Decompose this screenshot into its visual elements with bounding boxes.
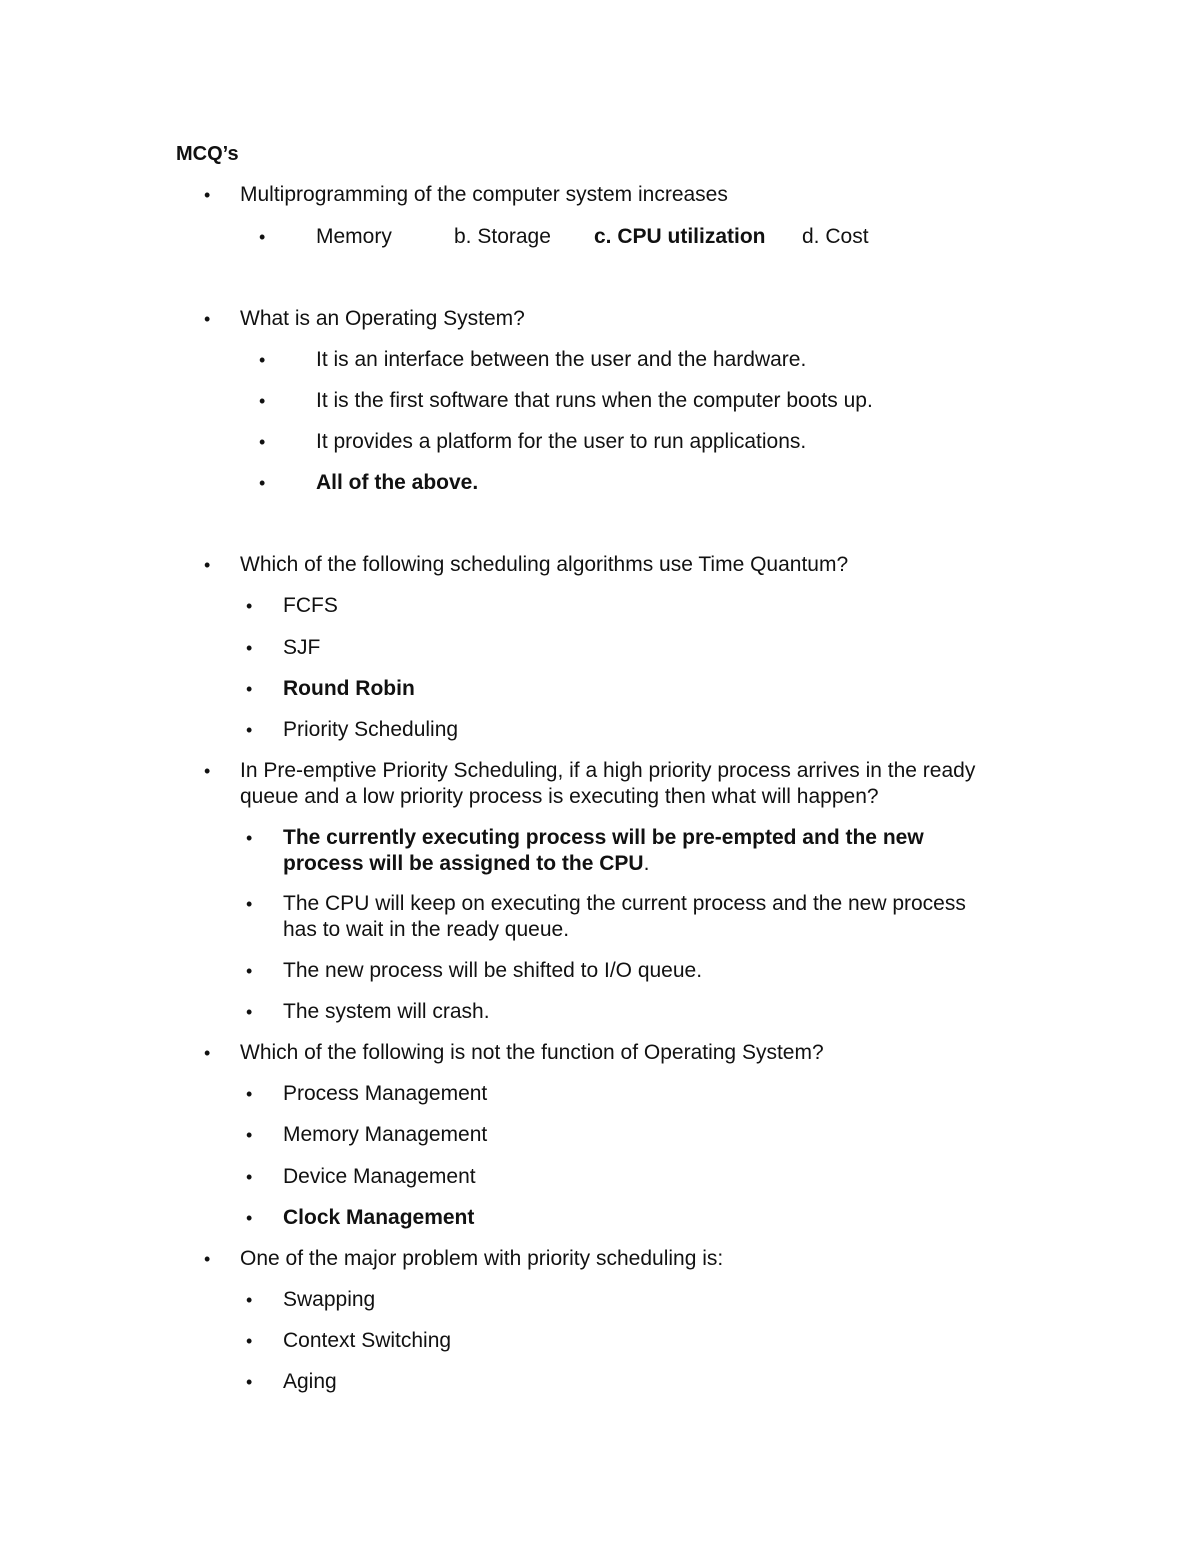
bullet-q6: •	[204, 1249, 211, 1269]
q4-option-3: The new process will be shifted to I/O queue.	[283, 959, 703, 982]
bullet-q3-opt3: •	[246, 679, 253, 699]
q1-option-b: b. Storage	[454, 225, 551, 248]
bullet-q3: •	[204, 555, 211, 575]
bullet-q5-opt4: •	[246, 1208, 253, 1228]
bullet-q2-opt2: •	[259, 391, 266, 411]
question-6: One of the major problem with priority scheduling is:	[240, 1247, 724, 1270]
q2-option-2: It is the first software that runs when the computer boots up.	[316, 389, 873, 412]
q4-option-2-line1: The CPU will keep on executing the current process and the new process	[283, 892, 966, 915]
q5-option-2: Memory Management	[283, 1123, 488, 1146]
q3-option-2: SJF	[283, 636, 321, 659]
bullet-q4-opt2: •	[246, 894, 253, 914]
q1-option-c-answer: c. CPU utilization	[594, 225, 766, 248]
q4-option-1-tail: .	[643, 852, 650, 875]
question-4-line1: In Pre-emptive Priority Scheduling, if a high priority process arrives in the ready	[240, 759, 976, 782]
bullet-q4-opt4: •	[246, 1002, 253, 1022]
q2-option-1: It is an interface between the user and the hardware.	[316, 348, 807, 371]
bullet-q2: •	[204, 309, 211, 329]
q1-option-a: Memory	[316, 225, 392, 248]
q2-option-3: It provides a platform for the user to run applications.	[316, 430, 807, 453]
q6-option-3: Aging	[283, 1370, 337, 1393]
bullet-q2-opt3: •	[259, 432, 266, 452]
question-5: Which of the following is not the function of Operating System?	[240, 1041, 824, 1064]
bullet-q1-options: •	[259, 227, 266, 247]
q5-option-3: Device Management	[283, 1165, 476, 1188]
page-title: MCQ’s	[176, 143, 239, 165]
q2-option-4-answer: All of the above.	[316, 471, 479, 494]
bullet-q5: •	[204, 1043, 211, 1063]
q6-option-1: Swapping	[283, 1288, 376, 1311]
bullet-q6-opt1: •	[246, 1290, 253, 1310]
q4-option-4: The system will crash.	[283, 1000, 490, 1023]
bullet-q4-opt3: •	[246, 961, 253, 981]
q5-option-1: Process Management	[283, 1082, 488, 1105]
bullet-q6-opt2: •	[246, 1331, 253, 1351]
question-3: Which of the following scheduling algorithms use Time Quantum?	[240, 553, 849, 576]
bullet-q6-opt3: •	[246, 1372, 253, 1392]
bullet-q1: •	[204, 185, 211, 205]
q4-option-2-line2: has to wait in the ready queue.	[283, 918, 570, 941]
q4-option-1-answer-line2-text: process will be assigned to the CPU	[283, 852, 644, 875]
q4-option-1-answer-line2	[283, 851, 649, 877]
bullet-q2-opt4: •	[259, 473, 266, 493]
q3-option-3-answer: Round Robin	[283, 677, 415, 700]
bullet-q3-opt1: •	[246, 596, 253, 616]
q1-option-d: d. Cost	[802, 225, 869, 248]
bullet-q5-opt2: •	[246, 1125, 253, 1145]
bullet-q2-opt1: •	[259, 350, 266, 370]
q3-option-4: Priority Scheduling	[283, 718, 459, 741]
q3-option-1: FCFS	[283, 594, 338, 617]
bullet-q5-opt1: •	[246, 1084, 253, 1104]
bullet-q5-opt3: •	[246, 1167, 253, 1187]
bullet-q4-opt1: •	[246, 828, 253, 848]
q4-option-1-answer-line1: The currently executing process will be pre-empted and the new	[283, 826, 924, 849]
question-4-line2: queue and a low priority process is executing then what will happen?	[240, 785, 879, 808]
bullet-q4: •	[204, 761, 211, 781]
q5-option-4-answer: Clock Management	[283, 1206, 475, 1229]
bullet-q3-opt2: •	[246, 638, 253, 658]
question-1: Multiprogramming of the computer system increases	[240, 183, 728, 206]
bullet-q3-opt4: •	[246, 720, 253, 740]
question-2: What is an Operating System?	[240, 307, 525, 330]
q6-option-2: Context Switching	[283, 1329, 452, 1352]
